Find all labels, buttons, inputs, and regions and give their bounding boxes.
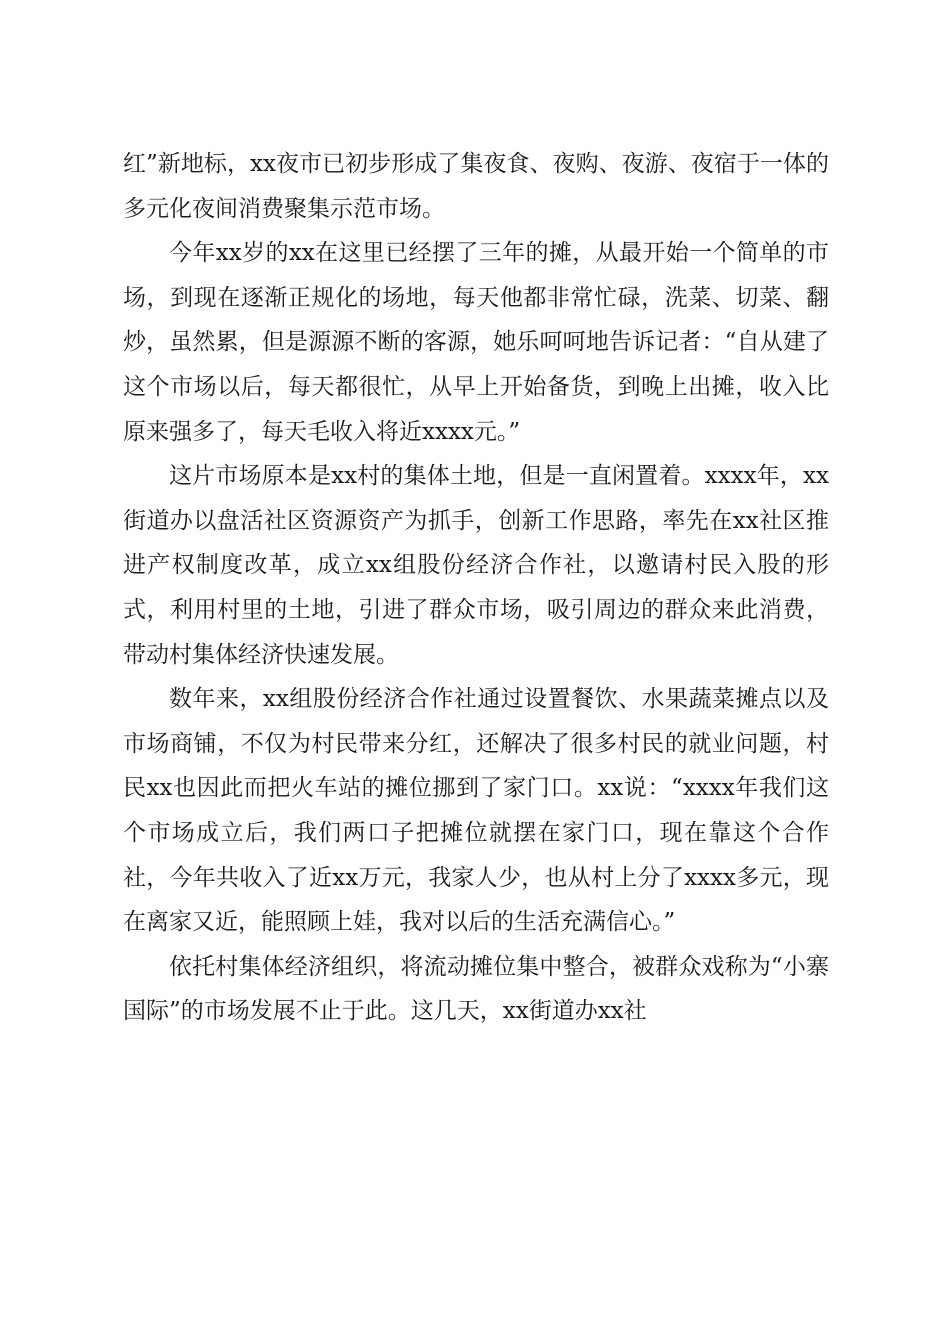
paragraph-development: 依托村集体经济组织，将流动摊位集中整合，被群众戏称为“小寨国际”的市场发展不止于此。这几天，xx街道办xx社: [123, 953, 829, 1025]
paragraph-continuation: 红”新地标，xx夜市已初步形成了集夜食、夜购、夜游、夜宿于一体的多元化夜间消费聚集示范市场。: [123, 151, 829, 222]
paragraph-market-origin: 这片市场原本是xx村的集体土地，但是一直闲置着。xxxx年，xx街道办以盘活社区资源资产为抓手，创新工作思路，率先在xx社区推进产权制度改革，成立xx组股份经济合作社，以邀请村民入股的形式，利用村里的土地，引进了群众市场，吸引周边的群众来此消费，带动村集体经济快速发展。: [123, 463, 829, 668]
document-body: [123, 142, 829, 1034]
paragraph-vendor-story: 今年xx岁的xx在这里已经摆了三年的摊，从最开始一个简单的市场，到现在逐渐正规化的场地，每天他都非常忙碌，洗菜、切菜、翻炒，虽然累，但是源源不断的客源，她乐呵呵地告诉记者：“自从建了这个市场以后，每天都很忙，从早上开始备货，到晚上出摊，收入比原来强多了，每天毛收入将近xxxx元。”: [123, 240, 829, 445]
paragraph-cooperative-benefits: 数年来，xx组股份经济合作社通过设置餐饮、水果蔬菜摊点以及市场商铺，不仅为村民带来分红，还解决了很多村民的就业问题，村民xx也因此而把火车站的摊位挪到了家门口。xx说：“xxxx年我们这个市场成立后，我们两口子把摊位就摆在家门口，现在靠这个合作社，今年共收入了近xx万元，我家人少，也从村上分了xxxx多元，现在离家又近，能照顾上娃，我对以后的生活充满信心。”: [123, 686, 829, 936]
